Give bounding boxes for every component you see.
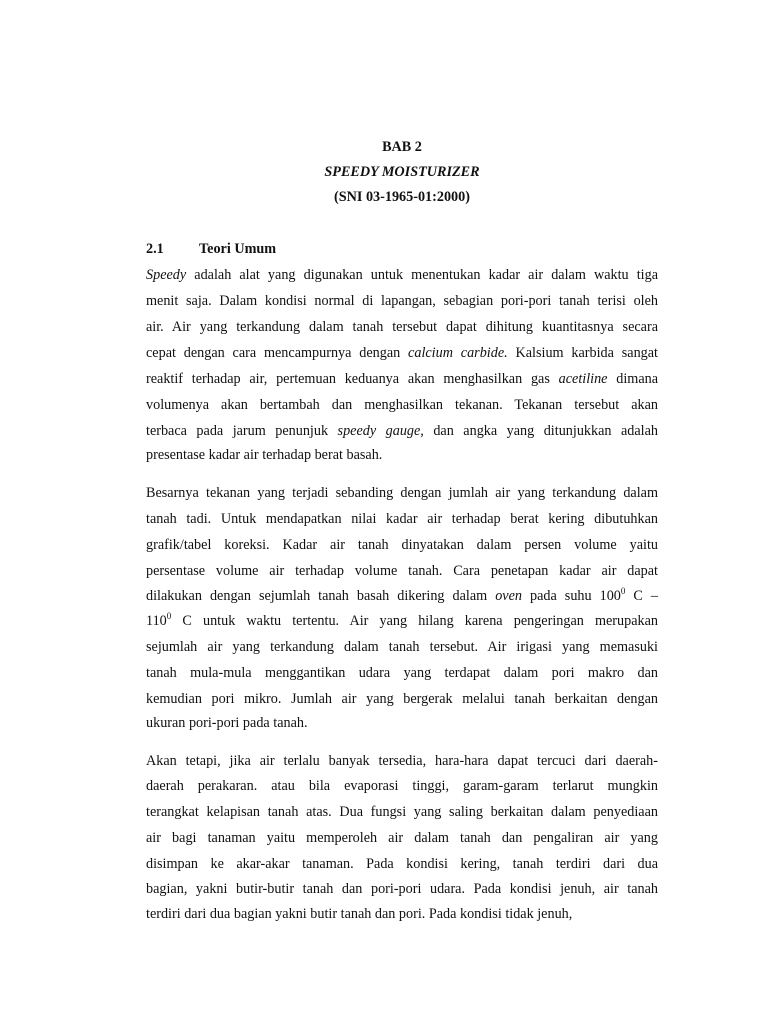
text-line [146,266,658,284]
text-span: dan angka yang ditunjukkan adalah [423,423,658,439]
text-line: kemudian pori mikro. Jumlah air yang bergerak melalui tanah berkaitan dengan [146,691,658,707]
standard-reference: (SNI 03-1965-01:2000) [334,189,470,205]
text-line [146,344,658,362]
text-span: terbaca pada jarum penunjuk [146,423,338,439]
text-line: daerah perakaran. atau bila evaporasi tinggi, garam-garam terlarut mungkin [146,778,658,794]
section-title: Teori Umum [199,241,277,257]
text-span: dilakukan dengan sejumlah tanah basah dikering dalam [146,588,496,604]
superscript: 0 [166,611,172,621]
term-speedy-gauge: speedy gauge, [337,423,424,439]
text-line: bagian, yakni butir-butir tanah dan pori-pori udara. Pada kondisi jenuh, air tanah [146,881,658,897]
term-oven: oven [495,588,522,604]
text-line: terangkat kelapisan tanah atas. Dua fungsi yang saling berkaitan dalam penyediaan [146,804,658,820]
term-acetiline: acetiline [558,371,608,387]
text-span: pada suhu 100 [522,588,621,604]
text-line: air bagi tanaman yaitu memperoleh air dalam tanah dan pengaliran air yang [146,830,658,846]
section-number: 2.1 [146,241,164,257]
chapter-label: BAB 2 [382,139,422,155]
superscript: 0 [620,586,626,596]
term-speedy: Speedy [146,267,187,283]
text-span: Kalsium karbida sangat [507,345,658,361]
text-line: Besarnya tekanan yang terjadi sebanding dengan jumlah air yang terkandung dalam [146,485,658,501]
text-line: menit saja. Dalam kondisi normal di lapangan, sebagian pori-pori tanah terisi oleh [146,293,658,309]
text-line: air. Air yang terkandung dalam tanah tersebut dapat dihitung kuantitasnya secara [146,319,658,335]
text-line: presentase kadar air terhadap berat basah. [146,447,383,463]
text-span: C untuk waktu tertentu. Air yang hilang karena pengeringan merupakan [171,613,658,629]
text-span: cepat dengan cara mencampurnya dengan [146,345,409,361]
text-line: tanah tadi. Untuk mendapatkan nilai kadar air terhadap berat kering dibutuhkan [146,511,658,527]
text-line [146,612,658,630]
text-line: disimpan ke akar-akar tanaman. Pada kondisi kering, tanah terdiri dari dua [146,856,658,872]
text-line: terdiri dari dua bagian yakni butir tanah dan pori. Pada kondisi tidak jenuh, [146,906,573,922]
text-line [146,370,658,388]
text-line [146,587,658,605]
text-span: dimana [607,371,659,387]
text-span: 110 [146,613,167,629]
section-heading [146,240,276,258]
text-line: tanah mula-mula menggantikan udara yang terdapat dalam pori makro dan [146,665,658,681]
text-line: Akan tetapi, jika air terlalu banyak tersedia, hara-hara dapat tercuci dari daerah- [146,753,658,769]
text-span: reaktif terhadap air, pertemuan keduanya akan menghasilkan gas [146,371,559,387]
text-line: volumenya akan bertambah dan menghasilkan tekanan. Tekanan tersebut akan [146,397,658,413]
text-line [146,422,658,440]
chapter-title: SPEEDY MOISTURIZER [324,164,480,180]
text-line: grafik/tabel koreksi. Kadar air tanah dinyatakan dalam persen volume yaitu [146,537,658,553]
text-span: adalah alat yang digunakan untuk menentukan kadar air dalam waktu tiga [186,267,658,283]
text-line: persentase volume air terhadap volume tanah. Cara penetapan kadar air dapat [146,563,658,579]
term-calcium-carbide: calcium carbide. [408,345,508,361]
text-line: ukuran pori-pori pada tanah. [146,715,308,731]
text-line: sejumlah air yang terkandung dalam tanah tersebut. Air irigasi yang memasuki [146,639,658,655]
text-span: C – [625,588,658,604]
